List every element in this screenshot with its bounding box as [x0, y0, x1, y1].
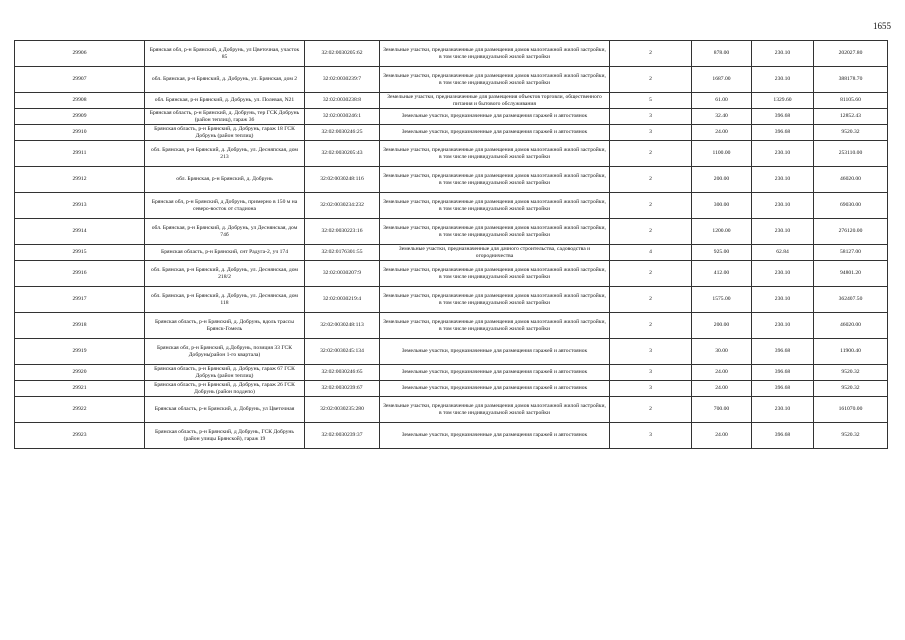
- address-cell: обл. Брянская, р-н Брянский, д. Добрунь: [145, 167, 305, 193]
- cadastral-number-cell: 32:02:0030205:43: [305, 141, 380, 167]
- row-number-cell: 29912: [15, 167, 145, 193]
- address-cell: Брянская обл, р-н Брянский, д.Добрунь, позиция 33 ГСК Добрунь(район 1-го квартала): [145, 339, 305, 365]
- cadastral-value-cell: 9520.32: [814, 381, 888, 397]
- row-number-cell: 29921: [15, 381, 145, 397]
- cadastral-value-cell: 94801.20: [814, 261, 888, 287]
- cadastral-value-cell: 12852.43: [814, 109, 888, 125]
- group-code-cell: 2: [610, 261, 692, 287]
- address-cell: Брянская обл, р-н Брянский, д Добрунь, примерно в 150 м на северо-восток от стадиона: [145, 193, 305, 219]
- specific-value-cell: 396.68: [752, 109, 814, 125]
- table-row: [15, 423, 888, 449]
- row-number-cell: 29915: [15, 245, 145, 261]
- land-use-type-cell: Земельные участки, предназначенные для размещения домов малоэтажной жилой застройки, в том числе индивидуальной жилой застройки: [380, 67, 610, 93]
- cadastral-number-cell: 32:02:0030239:37: [305, 423, 380, 449]
- area-cell: 24.00: [692, 423, 752, 449]
- area-cell: 24.00: [692, 125, 752, 141]
- cadastral-number-cell: 32:02:0030248:113: [305, 313, 380, 339]
- cadastral-value-cell: 9520.32: [814, 125, 888, 141]
- area-cell: 24.00: [692, 381, 752, 397]
- cadastral-value-cell: 161070.00: [814, 397, 888, 423]
- specific-value-cell: 230.10: [752, 397, 814, 423]
- cadastral-number-cell: 32:02:0030239:67: [305, 381, 380, 397]
- cadastral-number-cell: 32:02:0030248:116: [305, 167, 380, 193]
- land-use-type-cell: Земельные участки, предназначенные для размещения домов малоэтажной жилой застройки, в том числе индивидуальной жилой застройки: [380, 287, 610, 313]
- specific-value-cell: 230.10: [752, 219, 814, 245]
- land-use-type-cell: Земельные участки, предназначенные для размещения домов малоэтажной жилой застройки, в том числе индивидуальной жилой застройки: [380, 41, 610, 67]
- group-code-cell: 2: [610, 67, 692, 93]
- cadastral-value-cell: 46020.00: [814, 313, 888, 339]
- cadastral-value-cell: 46020.00: [814, 167, 888, 193]
- table-row: [15, 245, 888, 261]
- cadastral-number-cell: 32:02:0030246:65: [305, 365, 380, 381]
- group-code-cell: 2: [610, 397, 692, 423]
- land-use-type-cell: Земельные участки, предназначенные для размещения домов малоэтажной жилой застройки, в том числе индивидуальной жилой застройки: [380, 193, 610, 219]
- land-use-type-cell: Земельные участки, предназначенные для размещения домов малоэтажной жилой застройки, в том числе индивидуальной жилой застройки: [380, 167, 610, 193]
- address-cell: Брянская область, р-н Брянский, д. Добрунь, гараж 18 ГСК Добрунь (район теплиц): [145, 125, 305, 141]
- address-cell: Брянская область, р-н Брянский, д. Добрунь, тер ГСК Добрунь (район теплиц), гараж 36: [145, 109, 305, 125]
- specific-value-cell: 396.68: [752, 423, 814, 449]
- specific-value-cell: 230.10: [752, 287, 814, 313]
- table-row: [15, 141, 888, 167]
- group-code-cell: 2: [610, 193, 692, 219]
- group-code-cell: 5: [610, 93, 692, 109]
- address-cell: Брянская область, р-н Брянский, д. Добрунь, ул Цветочная: [145, 397, 305, 423]
- table-row: [15, 339, 888, 365]
- cadastral-number-cell: 32:02:0030234:232: [305, 193, 380, 219]
- cadastral-value-cell: 9520.32: [814, 365, 888, 381]
- area-cell: 1687.00: [692, 67, 752, 93]
- land-use-type-cell: Земельные участки, предназначенные для размещения домов малоэтажной жилой застройки, в том числе индивидуальной жилой застройки: [380, 219, 610, 245]
- cadastral-number-cell: 32:02:0030239:7: [305, 67, 380, 93]
- cadastral-number-cell: 32:02:0030245:134: [305, 339, 380, 365]
- land-use-type-cell: Земельные участки, предназначенные для размещения домов малоэтажной жилой застройки, в том числе индивидуальной жилой застройки: [380, 313, 610, 339]
- address-cell: Брянская область, р-н Брянский, д. Добрунь, гараж 67 ГСК Добрунь (район теплиц): [145, 365, 305, 381]
- page-number: 1655: [873, 21, 891, 31]
- land-use-type-cell: Земельные участки, предназначенные для размещения гаражей и автостоянок: [380, 423, 610, 449]
- group-code-cell: 3: [610, 339, 692, 365]
- table-row: [15, 67, 888, 93]
- cadastral-number-cell: 32:02:0030235:280: [305, 397, 380, 423]
- specific-value-cell: 230.10: [752, 167, 814, 193]
- group-code-cell: 2: [610, 41, 692, 67]
- row-number-cell: 29909: [15, 109, 145, 125]
- address-cell: обл. Брянская, р-н Брянский, д. Добрунь, ул. Деснянская, дом 218/2: [145, 261, 305, 287]
- area-cell: 925.00: [692, 245, 752, 261]
- row-number-cell: 29914: [15, 219, 145, 245]
- address-cell: обл. Брянская, р-н Брянский, д. Добрунь, ул. Брянская, дом 2: [145, 67, 305, 93]
- cadastral-value-cell: 362407.50: [814, 287, 888, 313]
- address-cell: Брянская область, р-н Брянский, снт Радуга-2, уч 174: [145, 245, 305, 261]
- group-code-cell: 3: [610, 423, 692, 449]
- group-code-cell: 2: [610, 313, 692, 339]
- group-code-cell: 3: [610, 381, 692, 397]
- group-code-cell: 2: [610, 219, 692, 245]
- area-cell: 1575.00: [692, 287, 752, 313]
- area-cell: 32.40: [692, 109, 752, 125]
- area-cell: 1200.00: [692, 219, 752, 245]
- specific-value-cell: 62.84: [752, 245, 814, 261]
- table-row: [15, 125, 888, 141]
- cadastral-number-cell: 32:02:0030246:25: [305, 125, 380, 141]
- cadastral-number-cell: 32:02:0176301:55: [305, 245, 380, 261]
- area-cell: 24.00: [692, 365, 752, 381]
- row-number-cell: 29911: [15, 141, 145, 167]
- group-code-cell: 2: [610, 167, 692, 193]
- cadastral-value-cell: 276120.00: [814, 219, 888, 245]
- specific-value-cell: 230.10: [752, 313, 814, 339]
- land-use-type-cell: Земельные участки, предназначенные для размещения объектов торговли, общественного питания и бытового обслуживания: [380, 93, 610, 109]
- row-number-cell: 29910: [15, 125, 145, 141]
- specific-value-cell: 230.10: [752, 67, 814, 93]
- group-code-cell: 2: [610, 141, 692, 167]
- row-number-cell: 29908: [15, 93, 145, 109]
- cadastral-value-cell: 9520.32: [814, 423, 888, 449]
- land-use-type-cell: Земельные участки, предназначенные для размещения домов малоэтажной жилой застройки, в том числе индивидуальной жилой застройки: [380, 397, 610, 423]
- cadastral-number-cell: 32:02:0030246:1: [305, 109, 380, 125]
- cadastral-value-cell: 81105.60: [814, 93, 888, 109]
- area-cell: 878.00: [692, 41, 752, 67]
- specific-value-cell: 230.10: [752, 193, 814, 219]
- specific-value-cell: 230.10: [752, 261, 814, 287]
- group-code-cell: 2: [610, 287, 692, 313]
- table-row: [15, 167, 888, 193]
- land-use-type-cell: Земельные участки, предназначенные для размещения домов малоэтажной жилой застройки, в том числе индивидуальной жилой застройки: [380, 141, 610, 167]
- area-cell: 1100.00: [692, 141, 752, 167]
- area-cell: 700.00: [692, 397, 752, 423]
- specific-value-cell: 396.68: [752, 339, 814, 365]
- table-row: [15, 219, 888, 245]
- cadastral-value-cell: 388178.70: [814, 67, 888, 93]
- table-row: [15, 109, 888, 125]
- row-number-cell: 29918: [15, 313, 145, 339]
- table-row: [15, 93, 888, 109]
- area-cell: 30.00: [692, 339, 752, 365]
- cadastral-number-cell: 32:02:0030223:16: [305, 219, 380, 245]
- address-cell: обл. Брянская, р-н Брянский, д. Добрунь, ул Деснянская, дом 74б: [145, 219, 305, 245]
- cadastral-value-cell: 69030.00: [814, 193, 888, 219]
- land-use-type-cell: Земельные участки, предназначенные для размещения гаражей и автостоянок: [380, 109, 610, 125]
- address-cell: обл. Брянская, р-н Брянский, д. Добрунь, ул. Десняпская, дом 213: [145, 141, 305, 167]
- land-use-type-cell: Земельные участки, предназначенные для размещения гаражей и автостоянок: [380, 365, 610, 381]
- row-number-cell: 29922: [15, 397, 145, 423]
- group-code-cell: 3: [610, 109, 692, 125]
- group-code-cell: 3: [610, 365, 692, 381]
- table-row: [15, 193, 888, 219]
- row-number-cell: 29920: [15, 365, 145, 381]
- specific-value-cell: 230.10: [752, 141, 814, 167]
- group-code-cell: 4: [610, 245, 692, 261]
- row-number-cell: 29919: [15, 339, 145, 365]
- cadastral-number-cell: 32:02:0030205:62: [305, 41, 380, 67]
- land-use-type-cell: Земельные участки, предназначенные для размещения гаражей и автостоянок: [380, 381, 610, 397]
- table-row: [15, 381, 888, 397]
- area-cell: 61.00: [692, 93, 752, 109]
- row-number-cell: 29913: [15, 193, 145, 219]
- address-cell: Брянская область, р-н Брянский, д Добрунь, ГСК Добрунь (район улицы Брянской), гараж 19: [145, 423, 305, 449]
- table-row: [15, 397, 888, 423]
- table-row: [15, 365, 888, 381]
- cadastral-value-cell: 11900.40: [814, 339, 888, 365]
- table-row: [15, 41, 888, 67]
- cadastral-value-cell: 58127.00: [814, 245, 888, 261]
- area-cell: 300.00: [692, 193, 752, 219]
- cadastral-number-cell: 32:02:0030238:8: [305, 93, 380, 109]
- area-cell: 200.00: [692, 313, 752, 339]
- land-use-type-cell: Земельные участки, предназначенные для размещения гаражей и автостоянок: [380, 125, 610, 141]
- specific-value-cell: 396.68: [752, 381, 814, 397]
- area-cell: 200.00: [692, 167, 752, 193]
- address-cell: Брянская область, р-н Брянский, д. Добрунь, гараж 26 ГСК Добрунь (район поддепо): [145, 381, 305, 397]
- address-cell: Брянская область, р-н Брянский, д. Добрунь, вдоль трассы Брянск-Гомель: [145, 313, 305, 339]
- specific-value-cell: 396.68: [752, 125, 814, 141]
- row-number-cell: 29917: [15, 287, 145, 313]
- address-cell: обл. Брянская, р-н Брянский, д. Добрунь, ул. Деснянская, дом 118: [145, 287, 305, 313]
- table-row: [15, 287, 888, 313]
- specific-value-cell: 396.68: [752, 365, 814, 381]
- land-registry-table: [14, 40, 888, 449]
- specific-value-cell: 1329.60: [752, 93, 814, 109]
- table-row: [15, 313, 888, 339]
- address-cell: Брянская обл, р-н Брянский, д Добрунь, ул Цветочная, участок 85: [145, 41, 305, 67]
- land-use-type-cell: Земельные участки, предназначенные для размещения гаражей и автостоянок: [380, 339, 610, 365]
- address-cell: обл. Брянская, р-н Брянский, д. Добрунь, ул. Полевая, N21: [145, 93, 305, 109]
- row-number-cell: 29906: [15, 41, 145, 67]
- land-use-type-cell: Земельные участки, предназначенные для размещения домов малоэтажной жилой застройки, в том числе индивидуальной жилой застройки: [380, 261, 610, 287]
- cadastral-number-cell: 32:02:0030219:4: [305, 287, 380, 313]
- cadastral-number-cell: 32:02:0030207:9: [305, 261, 380, 287]
- table-row: [15, 261, 888, 287]
- cadastral-value-cell: 202027.80: [814, 41, 888, 67]
- row-number-cell: 29907: [15, 67, 145, 93]
- area-cell: 412.00: [692, 261, 752, 287]
- row-number-cell: 29916: [15, 261, 145, 287]
- cadastral-value-cell: 253110.00: [814, 141, 888, 167]
- specific-value-cell: 230.10: [752, 41, 814, 67]
- row-number-cell: 29923: [15, 423, 145, 449]
- land-use-type-cell: Земельные участки, предназначенные для дачного строительства, садоводства и огородничества: [380, 245, 610, 261]
- group-code-cell: 3: [610, 125, 692, 141]
